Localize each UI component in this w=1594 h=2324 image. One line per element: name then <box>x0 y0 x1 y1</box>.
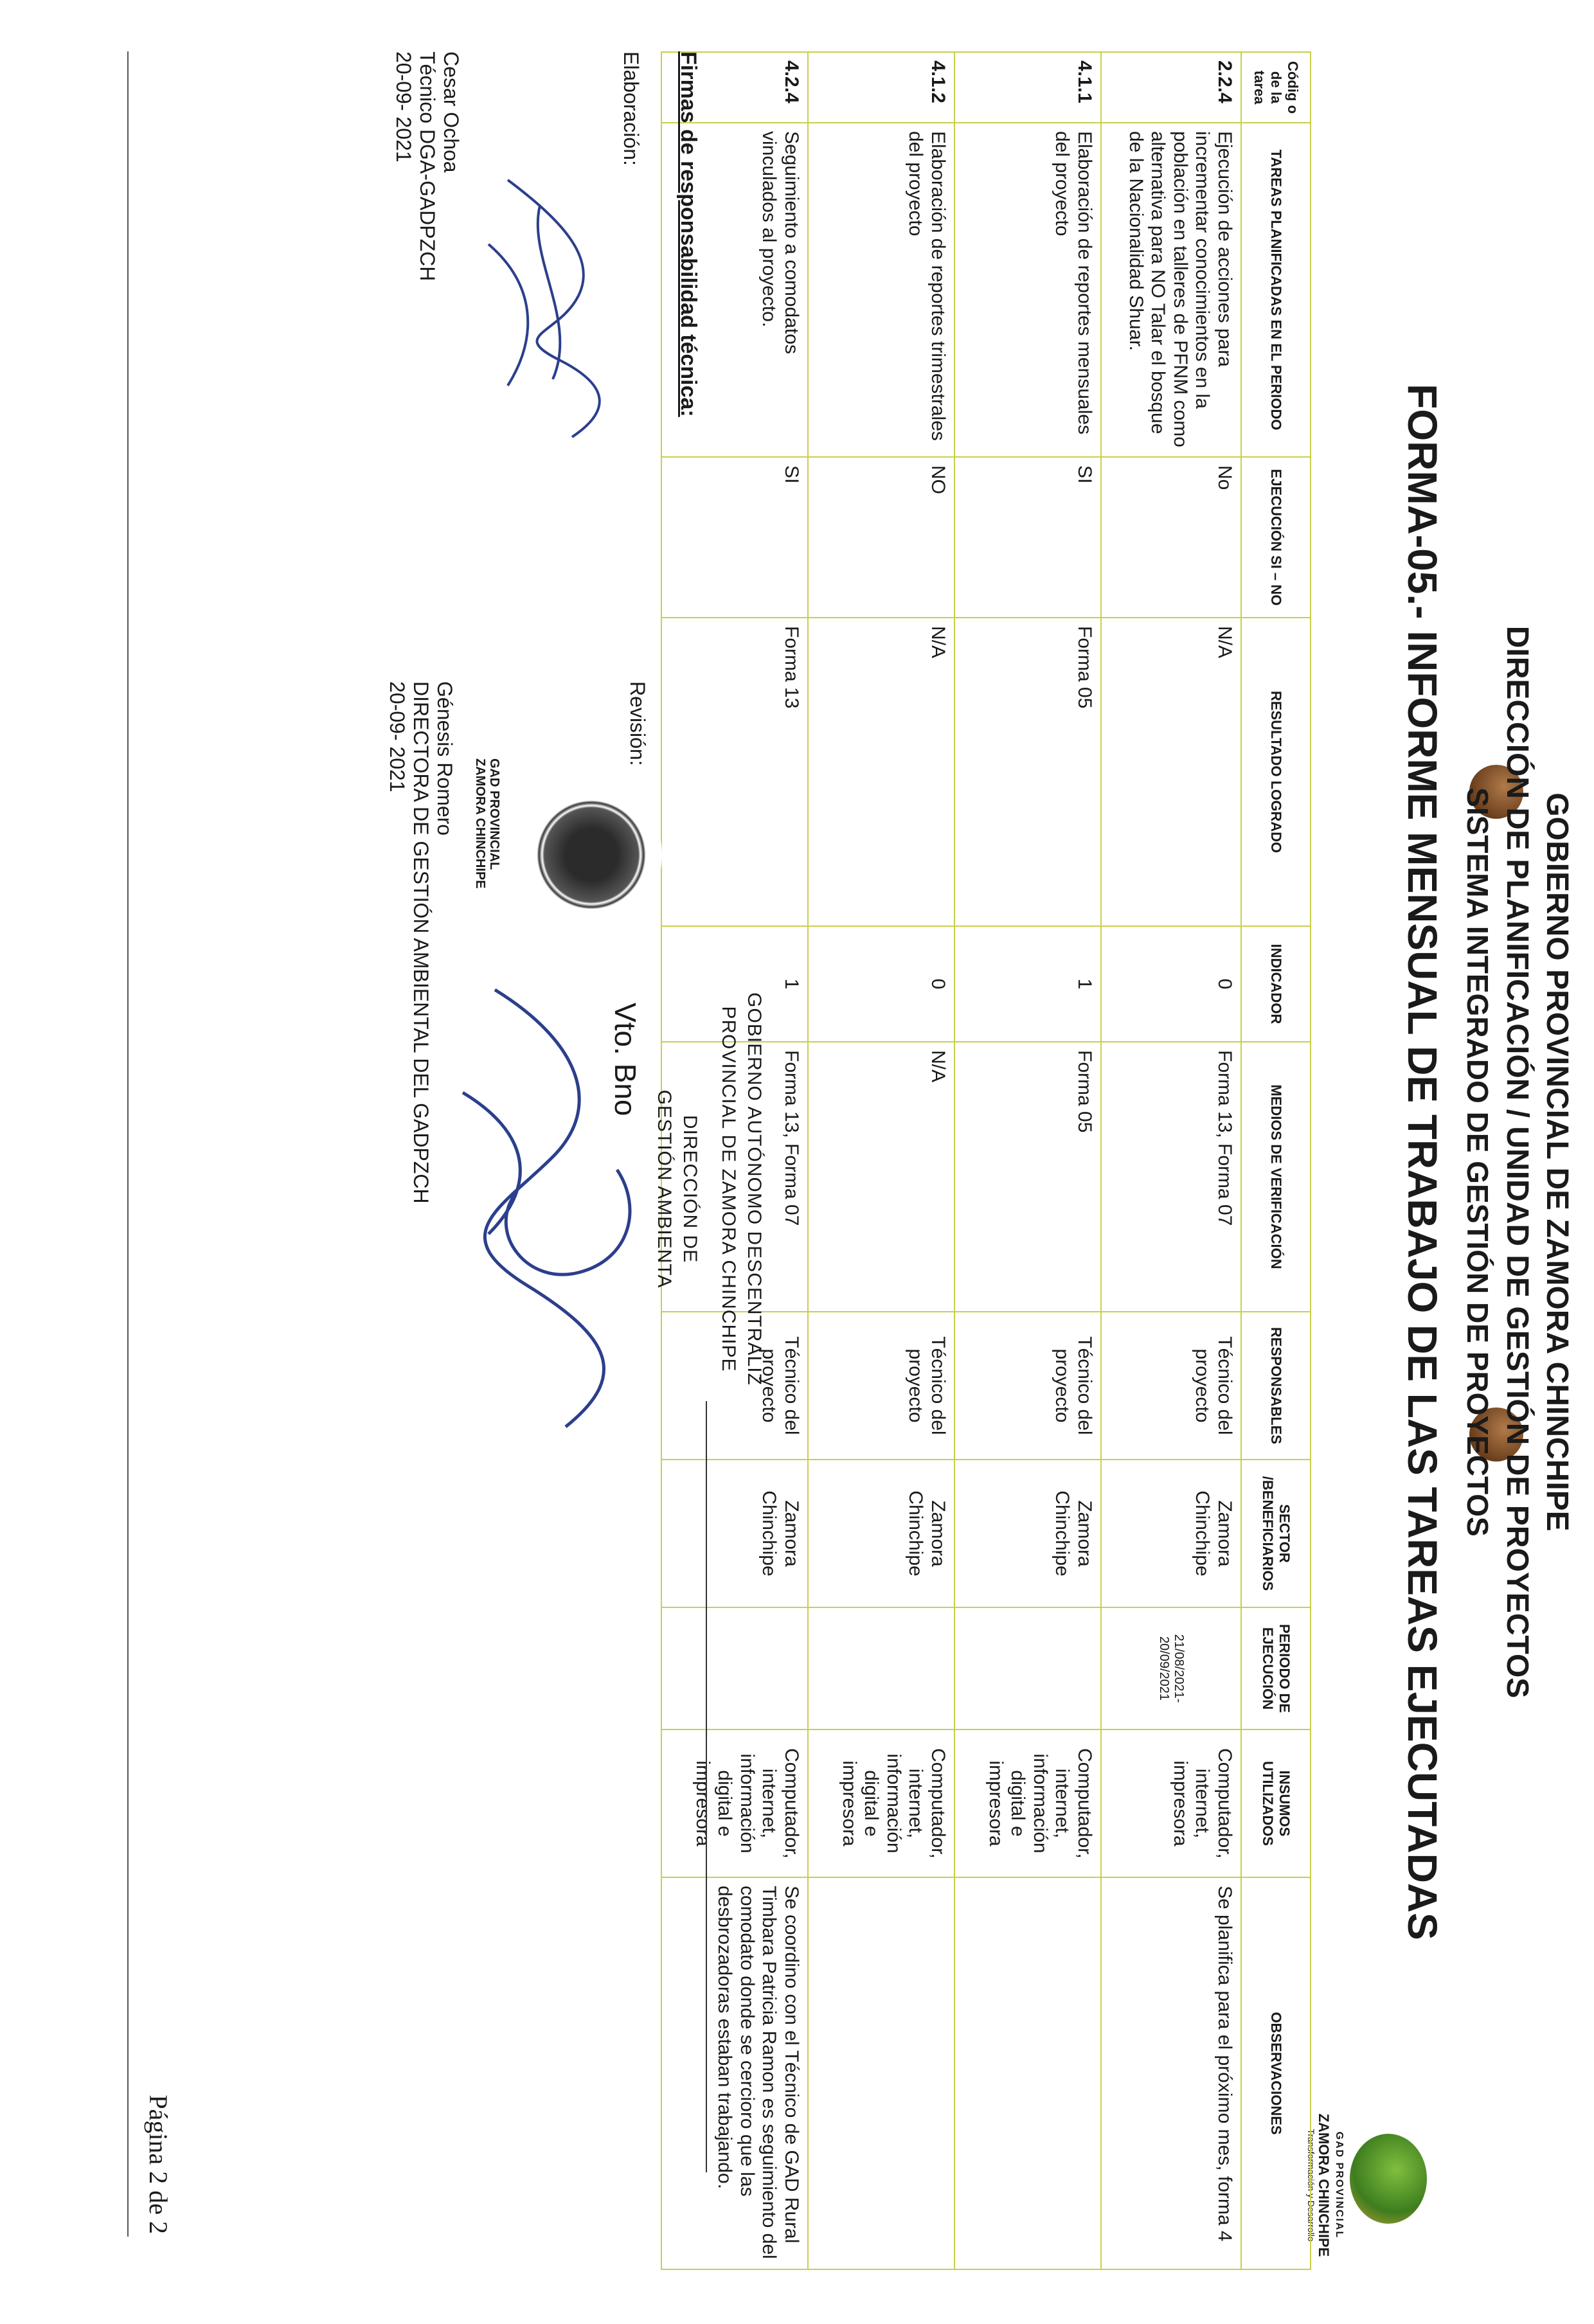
gad-logo-icon <box>1350 2134 1427 2224</box>
cell-result: N/A <box>808 618 954 926</box>
header-system: SISTEMA INTEGRADO DE GESTIÓN DE PROYECTOS <box>1461 787 1494 1537</box>
reviewer-name: Génesis Romero <box>433 681 456 836</box>
cell-inputs: Computador, internet, información digital e impresora <box>661 1730 808 1877</box>
cell-task: Seguimiento a comodatos vinculados al proyecto. <box>661 123 808 457</box>
logo-line1: GAD PROVINCIAL <box>1334 2131 1345 2239</box>
cell-code: 2.2.4 <box>1101 52 1241 123</box>
col-header-result: RESULTADO LOGRADO <box>1241 618 1311 926</box>
cell-verification: Forma 05 <box>954 1042 1101 1312</box>
divider <box>706 1401 707 2172</box>
page-number: Página 2 de 2 <box>144 2095 173 2234</box>
reviewer-role: DIRECTORA DE GESTIÓN AMBIENTAL DEL GADPZCH <box>409 681 433 1204</box>
cell-responsible: Técnico del proyecto <box>661 1312 808 1460</box>
cell-task: Ejecución de acciones para incrementar conocimientos en la población en talleres de PFNM como alternativa para NO Talar el bosque de la Nacionalidad Shuar. <box>1101 123 1241 457</box>
document-title: FORMA-05.- INFORME MENSUAL DE TRABAJO DE LAS TAREAS EJECUTADAS <box>1399 384 1446 1940</box>
table-row <box>808 52 954 2269</box>
col-header-indicator: INDICADOR <box>1241 926 1311 1042</box>
cell-period <box>661 1607 808 1730</box>
cell-inputs: Computador, internet, información digital e impresora <box>808 1730 954 1877</box>
cell-observations <box>808 1877 954 2269</box>
cell-observations: Se coordino con el Técnico de GAD Rural Timbara Patricia Ramon es seguimiento del comodato donde se cercioro que las desbrozadoras estaban trabajando. <box>661 1877 808 2269</box>
cell-inputs: Computador, internet, información digital e impresora <box>954 1730 1101 1877</box>
cell-responsible: Técnico del proyecto <box>1101 1312 1241 1460</box>
elaborator-signature <box>469 167 636 463</box>
cell-result: Forma 13 <box>661 618 808 926</box>
cell-verification: N/A <box>808 1042 954 1312</box>
cell-exec: SI <box>954 457 1101 618</box>
cell-indicator: 0 <box>1101 926 1241 1042</box>
vto-bno: Vto. Bno <box>609 1003 642 1116</box>
stamp-line4: GESTIÓN AMBIENTA <box>654 1089 675 1289</box>
elaborator-role: Técnico DGA-GADPZCH <box>416 51 440 282</box>
cell-verification: Forma 13, Forma 07 <box>661 1042 808 1312</box>
table-row <box>1101 52 1241 2269</box>
elaborator-block <box>392 51 463 281</box>
cell-observations: Se planifica para el próximo mes, forma 4 <box>1101 1877 1241 2269</box>
cell-verification: Forma 13, Forma 07 <box>1101 1042 1241 1312</box>
table-row <box>954 52 1101 2269</box>
header-institution: GOBIERNO PROVINCIAL DE ZAMORA CHINCHIPE <box>1540 792 1574 1532</box>
cell-code: 4.1.2 <box>808 52 954 123</box>
cell-code: 4.1.1 <box>954 52 1101 123</box>
col-header-tasks: TAREAS PLANIFICADAS EN EL PERIODO <box>1241 123 1311 457</box>
gad-logo <box>1305 2108 1427 2262</box>
logo-line2: ZAMORA CHINCHIPE <box>1316 2113 1332 2257</box>
cell-exec: NO <box>808 457 954 618</box>
cell-inputs: Computador, internet, impresora <box>1101 1730 1241 1877</box>
cell-task: Elaboración de reportes trimestrales del proyecto <box>808 123 954 457</box>
col-header-inputs: INSUMOS UTILIZADOS <box>1241 1730 1311 1877</box>
col-header-sector: SECTOR /BENEFICIARIOS <box>1241 1460 1311 1607</box>
stamp-line3: DIRECCIÓN DE <box>679 1114 701 1264</box>
cell-observations <box>954 1877 1101 2269</box>
cell-task: Elaboración de reportes mensuales del proyecto <box>954 123 1101 457</box>
cell-result: N/A <box>1101 618 1241 926</box>
cell-indicator: 0 <box>808 926 954 1042</box>
reviewer-signature <box>424 964 656 1452</box>
table-header-row <box>1241 52 1311 2269</box>
cell-period: 21/08/2021-20/09/2021 <box>1101 1607 1241 1730</box>
col-header-observations: OBSERVACIONES <box>1241 1877 1311 2269</box>
col-header-responsible: RESPONSABLES <box>1241 1312 1311 1460</box>
col-header-code: Códig o de la tarea <box>1241 52 1311 123</box>
cell-indicator: 1 <box>661 926 808 1042</box>
elaborator-name: Cesar Ochoa <box>440 51 463 173</box>
logo-line3: Transformación y Desarrollo <box>1306 2129 1316 2242</box>
divider <box>127 51 129 2237</box>
signatures-heading: Firmas de responsabilidad técnica: <box>676 51 701 417</box>
cell-exec: No <box>1101 457 1241 618</box>
cell-indicator: 1 <box>954 926 1101 1042</box>
seal-line1: GAD PROVINCIAL <box>487 758 501 870</box>
col-header-period: PERIODO DE EJECUCIÓN <box>1241 1607 1311 1730</box>
reviewer-date: 20-09- 2021 <box>386 681 409 792</box>
elaboration-label: Elaboración: <box>620 51 643 166</box>
review-label: Revisión: <box>626 681 649 766</box>
elaborator-date: 20-09- 2021 <box>392 51 416 163</box>
cell-sector: Zamora Chinchipe <box>1101 1460 1241 1607</box>
cell-period <box>808 1607 954 1730</box>
cell-responsible: Técnico del proyecto <box>808 1312 954 1460</box>
cell-sector: Zamora Chinchipe <box>661 1460 808 1607</box>
col-header-exec: EJECUCIÓN SI – NO <box>1241 457 1311 618</box>
cell-code: 4.2.4 <box>661 52 808 123</box>
seal-line2: ZAMORA CHINCHIPE <box>473 758 487 889</box>
cell-period <box>954 1607 1101 1730</box>
cell-result: Forma 05 <box>954 618 1101 926</box>
cell-exec: SI <box>661 457 808 618</box>
stamp-line1: GOBIERNO AUTÓNOMO DESCENTRALIZ <box>744 992 765 1386</box>
header-department: DIRECCIÓN DE PLANIFICACIÓN / UNIDAD DE GESTIÓN DE PROYECTOS <box>1500 625 1534 1699</box>
cell-responsible: Técnico del proyecto <box>954 1312 1101 1460</box>
cell-sector: Zamora Chinchipe <box>808 1460 954 1607</box>
col-header-verification: MEDIOS DE VERIFICACIÓN <box>1241 1042 1311 1312</box>
stamp-line2: PROVINCIAL DE ZAMORA CHINCHIPE <box>718 1006 739 1372</box>
cell-sector: Zamora Chinchipe <box>954 1460 1101 1607</box>
